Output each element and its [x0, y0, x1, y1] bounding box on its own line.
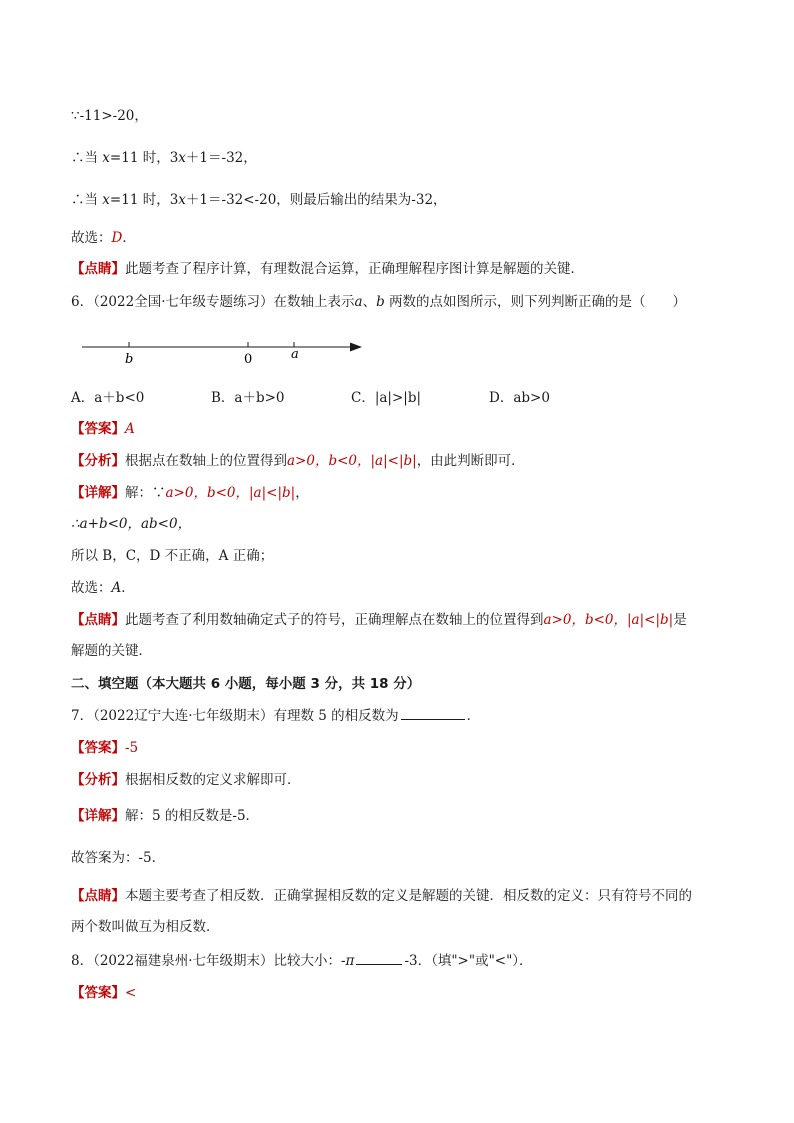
solution-line: ∴当 x=11 时，3x＋1＝-32<-20，则最后输出的结果为-32， [71, 192, 447, 208]
question-7-stem: 7．（2022辽宁大连·七年级期末）有理数 5 的相反数为 ． [71, 708, 481, 724]
answer-blank [401, 707, 465, 720]
question-6-options [71, 389, 550, 407]
step-line: ∴a+b<0，ab<0， [71, 516, 192, 532]
label-zero: 0 [244, 352, 253, 367]
solution-line: ∴当 x=11 时，3x＋1＝-32， [71, 150, 257, 166]
solution-line: ∵-11>-20， [71, 108, 148, 124]
label-a: a [291, 347, 299, 362]
analysis-line: 【分析】根据相反数的定义求解即可． [71, 772, 301, 788]
choice-line: 故选：A． [71, 580, 135, 596]
comment-line: 【点睛】本题主要考查了相反数．正确掌握相反数的定义是解题的关键．相反数的定义：只有符号不同的 [71, 888, 692, 904]
answer-line: 【答案】-5 [71, 740, 139, 756]
answer-line: 【答案】< [71, 985, 137, 1001]
detail-line: 【详解】解：5 的相反数是-5． [71, 808, 260, 824]
option-a: A．a＋b<0 [71, 390, 145, 406]
comment-line: 解题的关键． [71, 643, 152, 659]
detail-line: 【详解】解：∵a>0，b<0，|a|<|b|， [71, 485, 309, 501]
arrow-icon [350, 343, 362, 352]
final-answer-line: 故答案为：-5． [71, 850, 166, 866]
section-heading: 二、填空题（本大题共 6 小题，每小题 3 分，共 18 分） [71, 676, 421, 692]
option-b: B．a＋b>0 [211, 390, 285, 406]
comment-line: 两个数叫做互为相反数． [71, 919, 220, 935]
question-6-stem: 6．（2022全国·七年级专题练习）在数轴上表示a、b 两数的点如图所示，则下列判断正确的是（ ） [71, 294, 687, 310]
comment-line: 【点睛】此题考查了程序计算，有理数混合运算，正确理解程序图计算是解题的关键． [71, 261, 584, 277]
answer-blank [356, 952, 402, 965]
question-8-stem: 8．（2022福建泉州·七年级期末）比较大小：-π -3．（填">"或"<"）． [71, 953, 533, 969]
step-line: 所以 B，C，D 不正确，A 正确； [71, 548, 274, 564]
choice-line: 故选：D． [71, 230, 136, 246]
option-d: D．ab>0 [489, 390, 550, 406]
analysis-line: 【分析】根据点在数轴上的位置得到a>0，b<0，|a|<|b|，由此判断即可． [71, 453, 525, 469]
label-b: b [125, 352, 134, 367]
number-line-figure [80, 336, 370, 368]
comment-line: 【点睛】此题考查了利用数轴确定式子的符号，正确理解点在数轴上的位置得到a>0，b<0，|a|<|b|是 [71, 612, 687, 628]
option-c: C．|a|>|b| [351, 390, 422, 406]
answer-line: 【答案】A [71, 421, 135, 437]
